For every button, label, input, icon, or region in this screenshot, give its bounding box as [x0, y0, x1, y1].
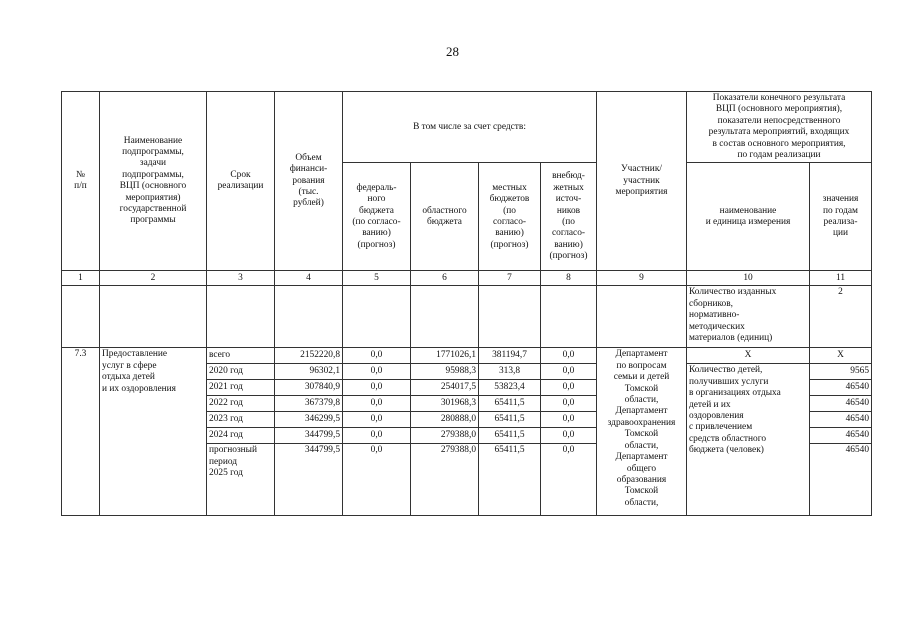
- total-cell: 344799,5: [275, 428, 343, 444]
- period-cell: 2024 год: [207, 428, 275, 444]
- header-indicators-group: Показатели конечного результата ВЦП (основного мероприятия), показатели непосредственного результата мероприятий, входящих в состав основного мероприятия, по годам реализации: [687, 92, 872, 163]
- column-number: 7: [479, 271, 541, 286]
- indicator-value: 9565: [810, 364, 872, 380]
- regional-cell: 280888,0: [411, 412, 479, 428]
- participant-cell: Департамент по вопросам семьи и детей Томской области, Департамент здравоохранения Томской области, Департамент общего образования Томской области,: [597, 348, 687, 516]
- header-indicator-values: значения по годам реализа- ции: [810, 163, 872, 271]
- total-cell: 2152220,8: [275, 348, 343, 364]
- header-regional: областного бюджета: [411, 163, 479, 271]
- regional-cell: 279388,0: [411, 428, 479, 444]
- local-cell: 65411,5: [479, 412, 541, 428]
- column-number: 2: [100, 271, 207, 286]
- local-cell: 313,8: [479, 364, 541, 380]
- header-funding-volume: Объем финанси- рования (тыс. рублей): [275, 92, 343, 271]
- federal-cell: 0,0: [343, 444, 411, 516]
- period-cell: 2021 год: [207, 380, 275, 396]
- regional-cell: 279388,0: [411, 444, 479, 516]
- federal-cell: 0,0: [343, 428, 411, 444]
- column-number: 8: [541, 271, 597, 286]
- carry-over-row: [62, 286, 872, 348]
- program-table: [61, 91, 872, 516]
- indicator-value: 46540: [810, 444, 872, 516]
- period-cell: 2023 год: [207, 412, 275, 428]
- header-federal: федераль- ного бюджета (по согласо- ванию) (прогноз): [343, 163, 411, 271]
- item-name: Предоставление услуг в сфере отдыха детей и их оздоровления: [100, 348, 207, 516]
- column-number: 11: [810, 271, 872, 286]
- indicator-value: 46540: [810, 380, 872, 396]
- indicator-name: Количество детей, получивших услуги в организациях отдыха детей и их оздоровления с привлечением средств областного бюджета (человек): [687, 364, 810, 516]
- column-number: 3: [207, 271, 275, 286]
- period-cell: 2022 год: [207, 396, 275, 412]
- regional-cell: 301968,3: [411, 396, 479, 412]
- regional-cell: 254017,5: [411, 380, 479, 396]
- indicator-value: 46540: [810, 412, 872, 428]
- extra-cell: 0,0: [541, 364, 597, 380]
- regional-cell: 95988,3: [411, 364, 479, 380]
- period-cell: всего: [207, 348, 275, 364]
- header-indicator-name: наименование и единица измерения: [687, 163, 810, 271]
- header-participant: Участник/ участник мероприятия: [597, 92, 687, 271]
- header-local: местных бюджетов (по согласо- ванию) (прогноз): [479, 163, 541, 271]
- federal-cell: 0,0: [343, 380, 411, 396]
- indicator-total-value: X: [810, 348, 872, 364]
- header-funds-group: В том числе за счет средств:: [343, 92, 597, 163]
- column-number: 6: [411, 271, 479, 286]
- total-cell: 307840,9: [275, 380, 343, 396]
- item-number: 7.3: [62, 348, 100, 516]
- extra-cell: 0,0: [541, 348, 597, 364]
- period-cell: 2020 год: [207, 364, 275, 380]
- total-cell: 344799,5: [275, 444, 343, 516]
- local-cell: 53823,4: [479, 380, 541, 396]
- federal-cell: 0,0: [343, 396, 411, 412]
- page-number: 28: [446, 44, 459, 59]
- federal-cell: 0,0: [343, 364, 411, 380]
- local-cell: 381194,7: [479, 348, 541, 364]
- total-cell: 346299,5: [275, 412, 343, 428]
- header-number: № п/п: [62, 92, 100, 271]
- local-cell: 65411,5: [479, 444, 541, 516]
- header-extrabudget: внебюд- жетных источ- ников (по согласо- ванию) (прогноз): [541, 163, 597, 271]
- column-number: 9: [597, 271, 687, 286]
- period-cell: прогнозный период 2025 год: [207, 444, 275, 516]
- extra-cell: 0,0: [541, 396, 597, 412]
- indicator-value: 46540: [810, 396, 872, 412]
- column-number: 1: [62, 271, 100, 286]
- regional-cell: 1771026,1: [411, 348, 479, 364]
- extra-cell: 0,0: [541, 380, 597, 396]
- header-name: Наименование подпрограммы, задачи подпрограммы, ВЦП (основного мероприятия) государственной программы: [100, 92, 207, 271]
- federal-cell: 0,0: [343, 348, 411, 364]
- table-row: [62, 348, 872, 364]
- extra-cell: 0,0: [541, 444, 597, 516]
- extra-cell: 0,0: [541, 428, 597, 444]
- indicator-total-name: X: [687, 348, 810, 364]
- carry-indicator-name: Количество изданных сборников, нормативно- методических материалов (единиц): [687, 286, 810, 348]
- column-number: 5: [343, 271, 411, 286]
- total-cell: 96302,1: [275, 364, 343, 380]
- federal-cell: 0,0: [343, 412, 411, 428]
- header-term: Срок реализации: [207, 92, 275, 271]
- total-cell: 367379,8: [275, 396, 343, 412]
- extra-cell: 0,0: [541, 412, 597, 428]
- carry-indicator-value: 2: [810, 286, 872, 348]
- indicator-value: 46540: [810, 428, 872, 444]
- column-number: 4: [275, 271, 343, 286]
- local-cell: 65411,5: [479, 396, 541, 412]
- local-cell: 65411,5: [479, 428, 541, 444]
- column-number: 10: [687, 271, 810, 286]
